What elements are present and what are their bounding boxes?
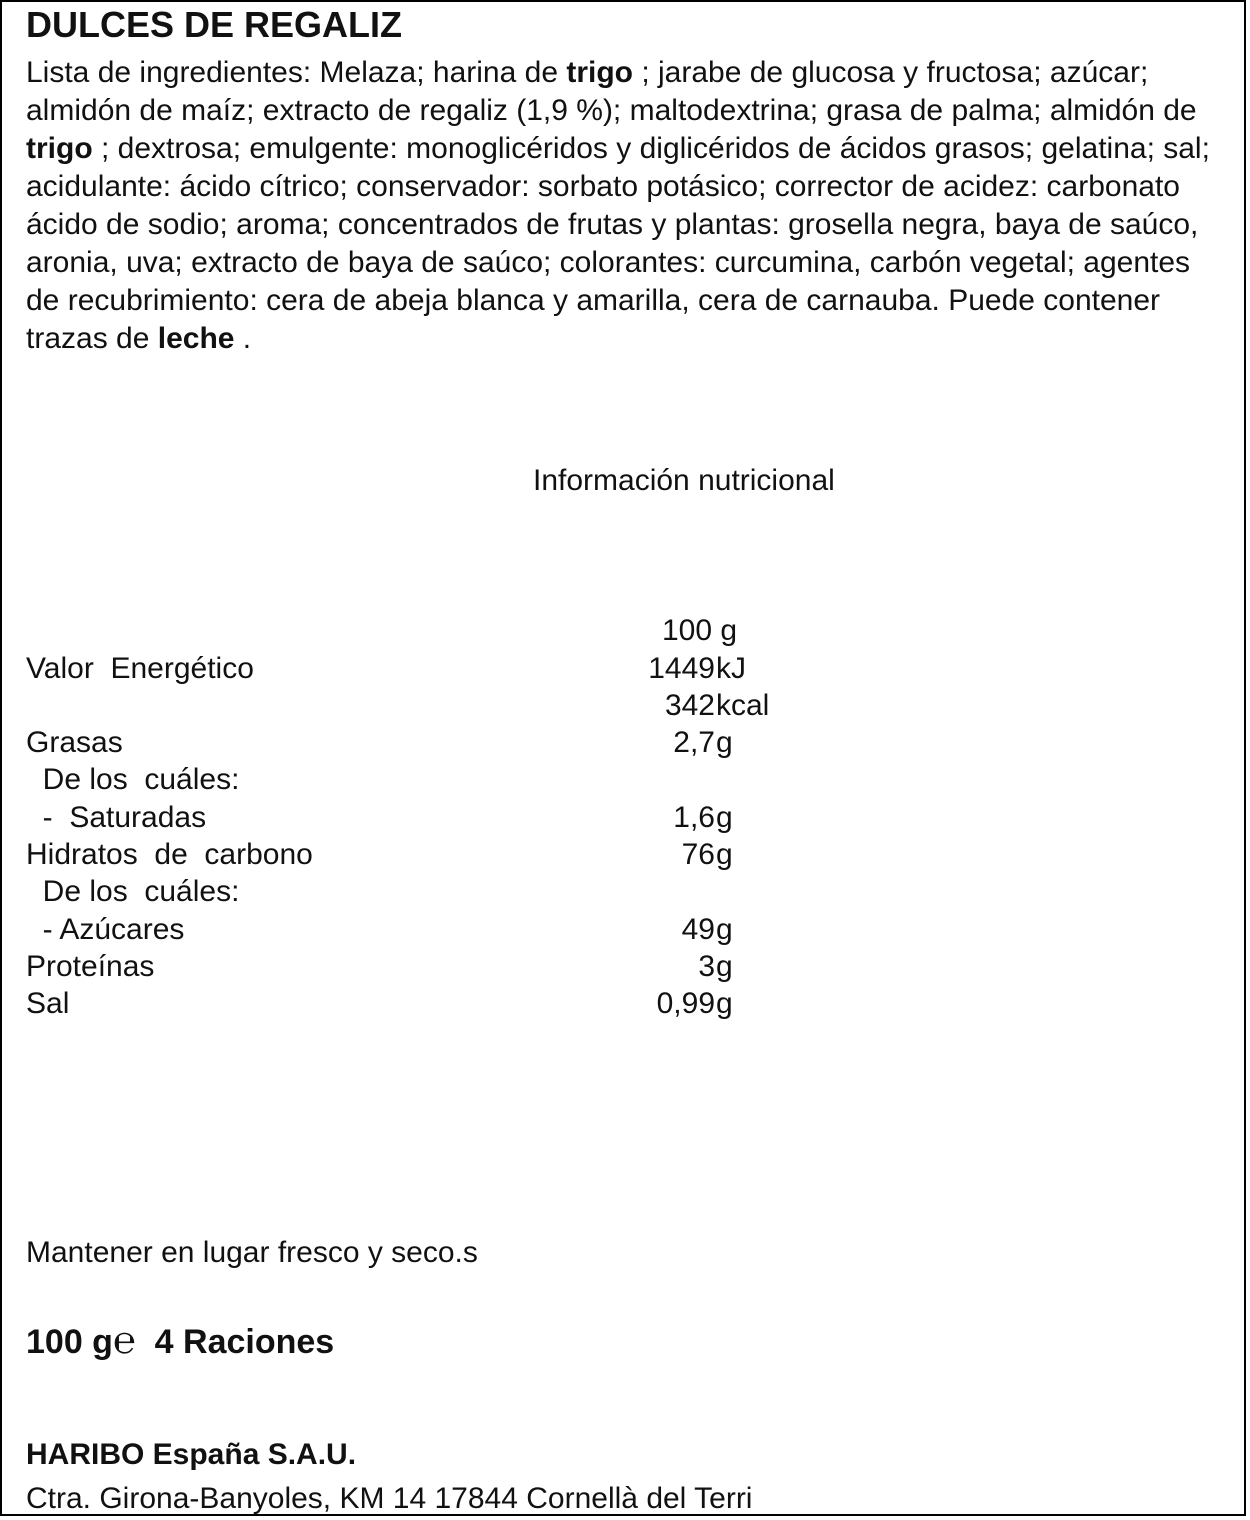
nutrition-value: 1449	[648, 652, 715, 685]
nutrition-unit: g	[716, 913, 733, 946]
nutrition-value: 76	[681, 838, 715, 871]
ingredients-text: ; dextrosa; emulgente: monoglicéridos y diglicéridos de ácidos grasos; gelatina; sal; acidulante: ácido cítrico; conservador: sorbato potásico; corrector de acidez: carbonato ácido de sodio; aroma; concentrados de frutas y plantas: grosella negra, baya de saúco, aronia, uva; extracto de baya de saúco; colorantes: curcumina, carbón vegetal; agentes de recubrimiento: cera de abeja blanca y amarilla, cera de carnauba. Puede contener trazas de	[26, 132, 1210, 355]
nutrition-row	[0, 726, 1250, 764]
nutrition-label: - Azúcares	[26, 913, 185, 946]
company-name: HARIBO España S.A.U.	[26, 1438, 357, 1471]
nutrition-label: De los cuáles:	[26, 875, 240, 908]
nutrition-label: Proteínas	[26, 950, 155, 983]
net-weight	[26, 1318, 334, 1363]
nutrition-title: Información nutricional	[533, 464, 835, 497]
allergen-highlight: trigo	[566, 56, 633, 89]
nutrition-value: 49	[681, 913, 715, 946]
nutrition-row	[0, 763, 1250, 801]
nutrition-row	[0, 652, 1250, 690]
nutrition-unit: g	[716, 838, 733, 871]
ingredients-text: ; jarabe de glucosa y fructosa; azúcar; almidón de maíz; extracto de regaliz (1,9 %); maltodextrina; grasa de palma; almidón de	[26, 56, 1197, 127]
nutrition-label: Grasas	[26, 726, 123, 759]
nutrition-label: De los cuáles:	[26, 763, 240, 796]
nutrition-value: 0,99	[656, 987, 715, 1020]
nutrition-row	[0, 950, 1250, 988]
ingredients-text: .	[234, 322, 252, 355]
nutrition-unit: g	[716, 950, 733, 983]
nutrition-row	[0, 987, 1250, 1025]
allergen-highlight: trigo	[26, 132, 93, 165]
nutrition-row	[0, 838, 1250, 876]
servings-count: 4 Raciones	[154, 1323, 335, 1361]
nutrition-label: Hidratos de carbono	[26, 838, 313, 871]
ingredients-list	[26, 54, 1226, 358]
allergen-highlight: leche	[157, 322, 235, 355]
net-weight-value: 100 g	[26, 1323, 113, 1361]
nutrition-unit: kcal	[716, 689, 770, 722]
storage-instructions: Mantener en lugar fresco y seco.s	[26, 1236, 478, 1269]
nutrition-unit: g	[716, 726, 733, 759]
estimated-sign-icon: ℮	[112, 1318, 136, 1362]
nutrition-row	[0, 875, 1250, 913]
nutrition-label: Valor Energético	[26, 652, 254, 685]
nutrition-value: 342	[664, 689, 715, 722]
nutrition-unit: g	[716, 987, 733, 1020]
nutrition-value: 1,6	[673, 801, 715, 834]
ingredients-text: Lista de ingredientes: Melaza; harina de	[26, 56, 567, 89]
nutrition-unit: kJ	[716, 652, 746, 685]
nutrition-unit: g	[716, 801, 733, 834]
nutrition-header-row	[0, 614, 1250, 652]
company-address: Ctra. Girona-Banyoles, KM 14 17844 Cornellà del Terri	[26, 1482, 753, 1515]
nutrition-column-header: 100 g	[662, 614, 738, 647]
nutrition-label: Sal	[26, 987, 70, 1020]
nutrition-row	[0, 689, 1250, 727]
nutrition-label: - Saturadas	[26, 801, 207, 834]
nutrition-value: 3	[698, 950, 715, 983]
nutrition-value: 2,7	[673, 726, 715, 759]
nutrition-row	[0, 913, 1250, 951]
nutrition-row	[0, 801, 1250, 839]
product-title: DULCES DE REGALIZ	[26, 4, 403, 45]
